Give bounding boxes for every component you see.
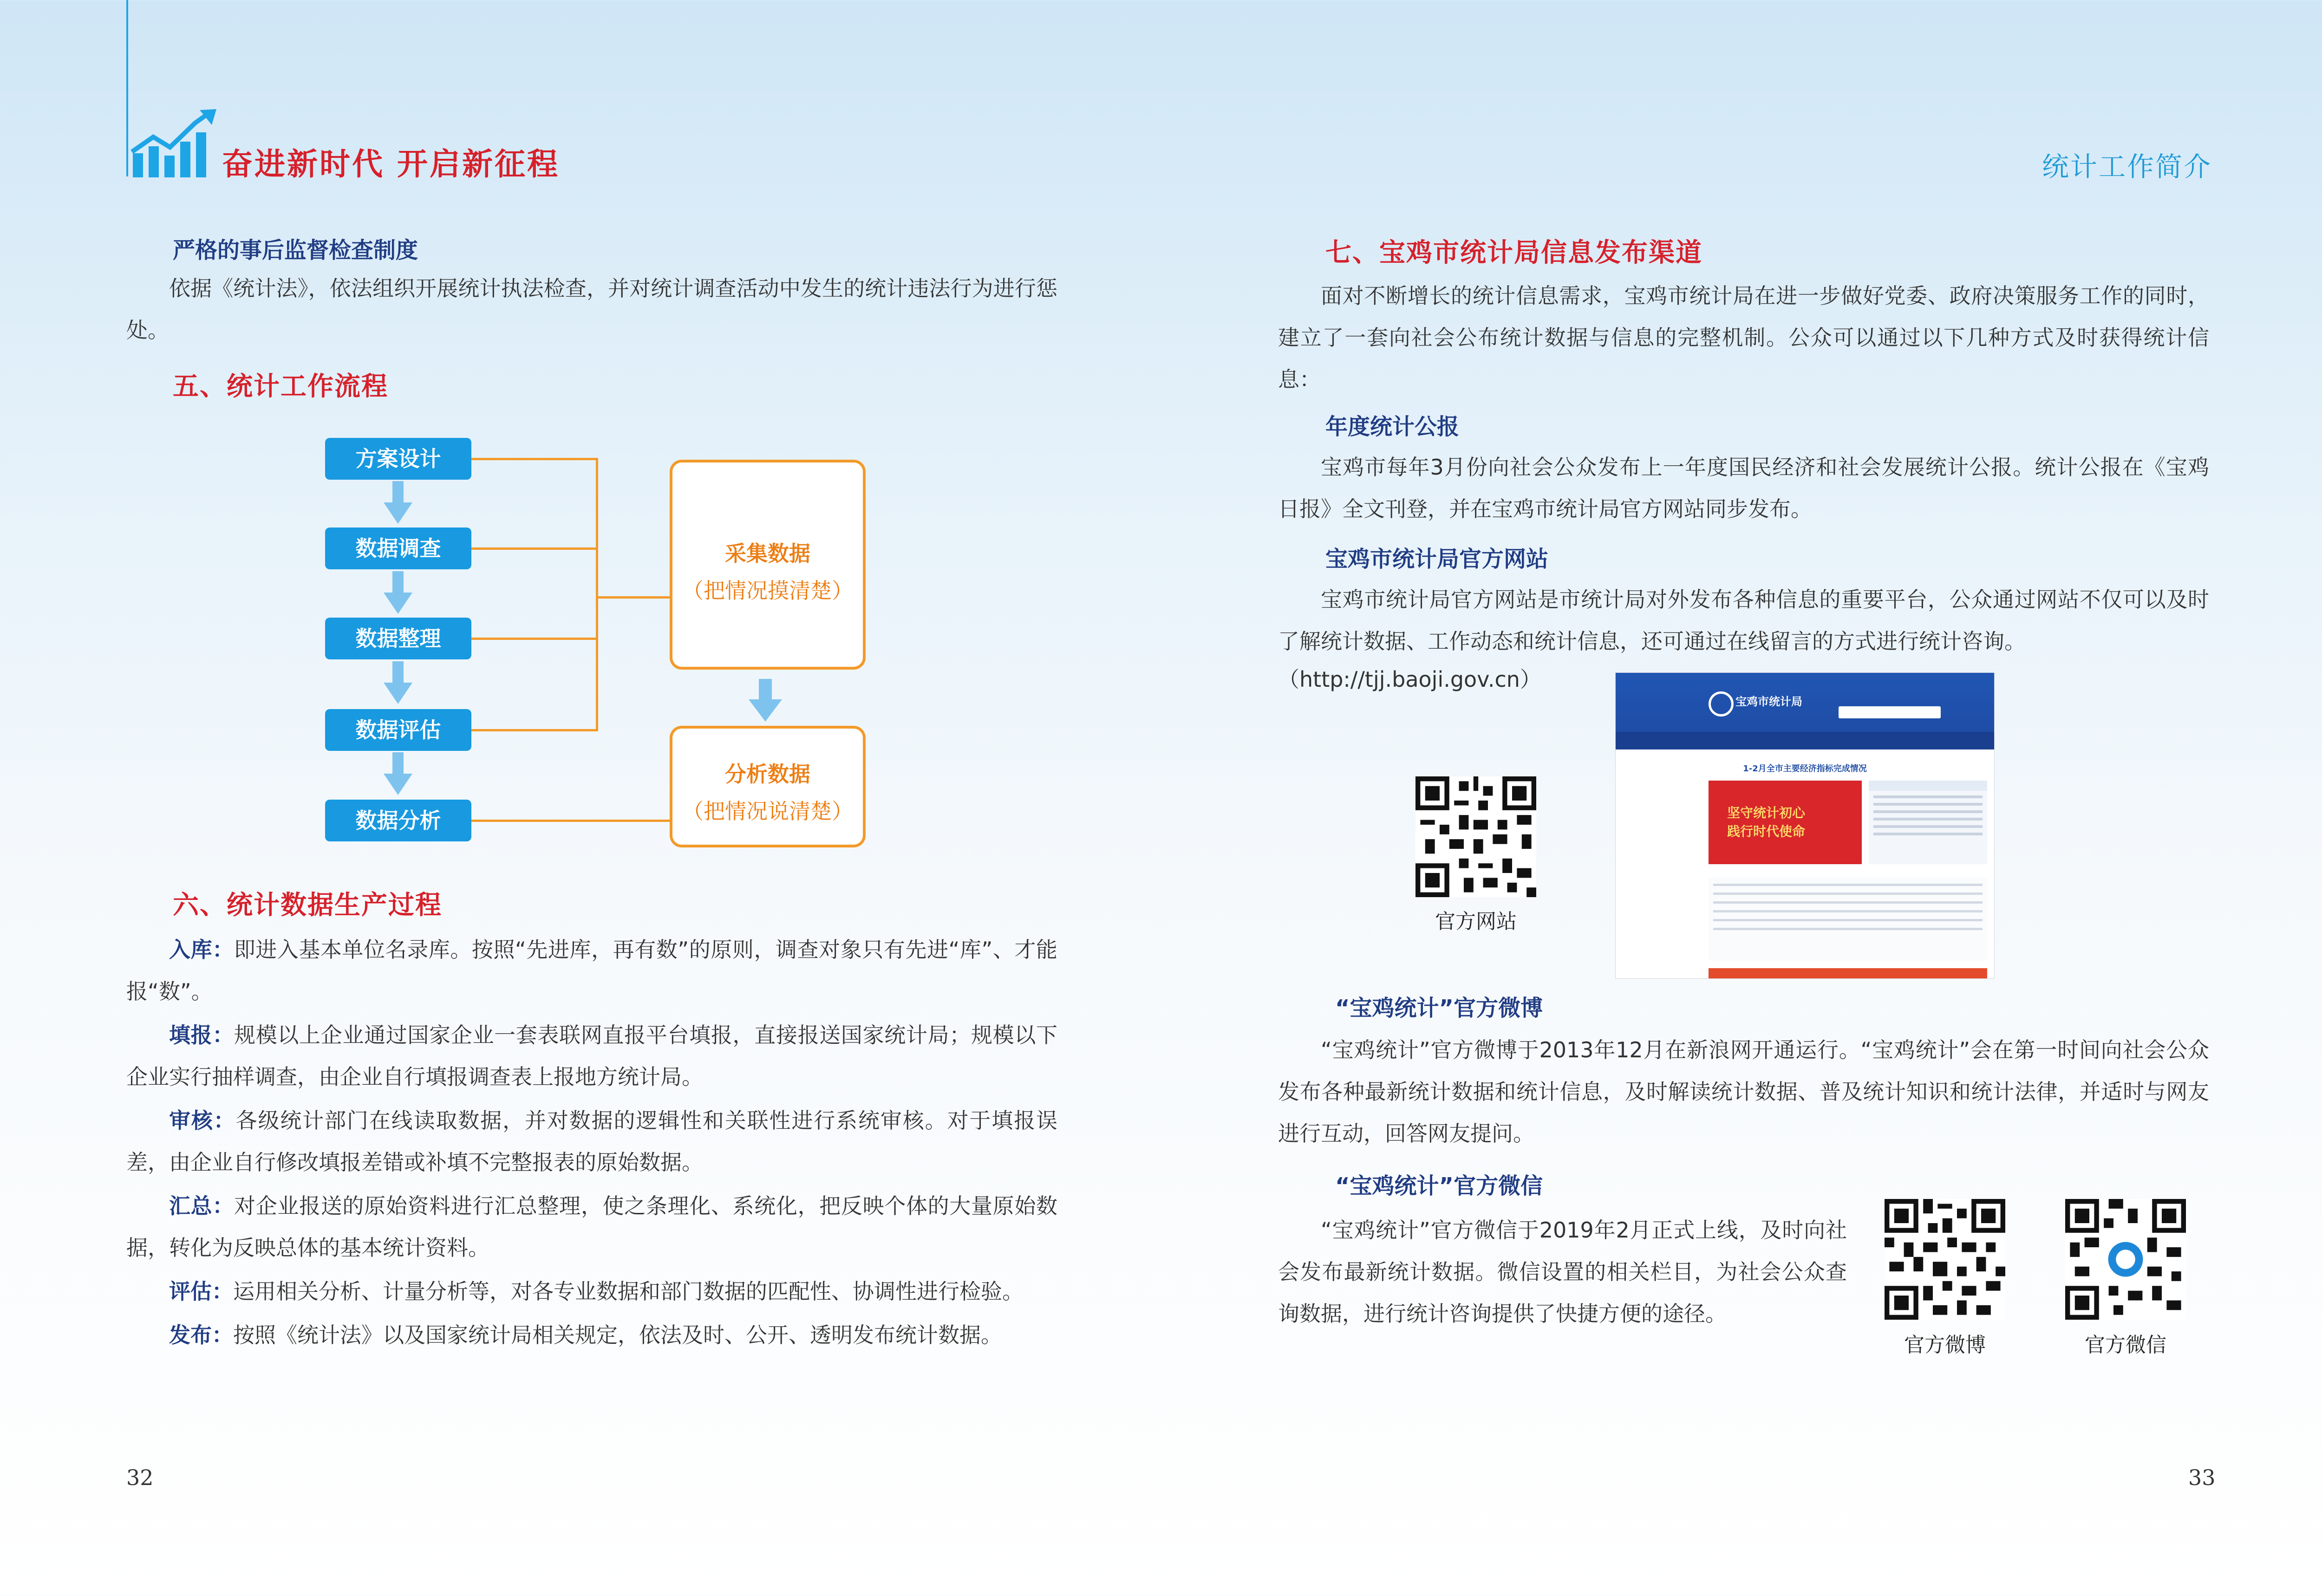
site-banner-title: 1-2月全市主要经济指标完成情况 xyxy=(1743,764,1867,774)
arrow-down-icon xyxy=(382,571,414,616)
annual-report-text: 宝鸡市每年3月份向社会公众发布上一年度国民经济和社会发展统计公报。统计公报在《宝鸡日报》全文刊登，并在宝鸡市统计局官方网站同步发布。 xyxy=(1278,455,2209,521)
production-item-publish: 发布：按照《统计法》以及国家统计局相关规定，依法及时、公开、透明发布统计数据。 xyxy=(169,1322,1002,1348)
weibo-qr-caption: 官方微博 xyxy=(1904,1333,1986,1357)
flow-step-evaluate: 数据评估 xyxy=(325,709,471,751)
flow-step-plan: 方案设计 xyxy=(325,438,471,480)
site-footer-strip xyxy=(1709,968,1987,978)
collect-data-subtitle: （把情况摸清楚） xyxy=(682,578,853,603)
arrow-down-icon xyxy=(748,679,783,723)
connector-line xyxy=(471,729,598,731)
website-qr-code xyxy=(1415,776,1536,897)
wechat-title: “宝鸡统计”官方微信 xyxy=(1335,1173,1543,1199)
flow-step-survey: 数据调查 xyxy=(325,528,471,569)
site-banner-image xyxy=(1709,781,1862,864)
website-qr-caption: 官方网站 xyxy=(1435,910,1517,933)
qr-code-icon xyxy=(1885,1199,2005,1320)
production-item-aggregate: 汇总：对企业报送的原始资料进行汇总整理，使之条理化、系统化，把反映个体的大量原始数据，转化为反映总体的基本统计资料。 xyxy=(126,1193,1058,1260)
channels-intro: 面对不断增长的统计信息需求，宝鸡市统计局在进一步做好党委、政府决策服务工作的同时，建立了一套向社会公布统计数据与信息的完整机制。公众可以通过以下几种方式及时获得统计信息： xyxy=(1278,283,2209,392)
flow-heading: 五、统计工作流程 xyxy=(173,371,388,402)
annual-report-title: 年度统计公报 xyxy=(1325,414,1460,440)
header-slogan: 奋进新时代 开启新征程 xyxy=(222,146,560,182)
analyze-data-subtitle: （把情况说清楚） xyxy=(682,799,853,824)
analyze-data-box xyxy=(670,726,866,847)
production-item-report: 填报：规模以上企业通过国家企业一套表联网直报平台填报，直接报送国家统计局；规模以下企业实行抽样调查，由企业自行填报调查表上报地方统计局。 xyxy=(126,1023,1058,1089)
qr-code-icon xyxy=(2065,1199,2186,1320)
weibo-title: “宝鸡统计”官方微博 xyxy=(1335,995,1543,1021)
arrow-down-icon xyxy=(382,661,414,706)
site-list-panel xyxy=(1709,877,1987,961)
wechat-qr-caption: 官方微信 xyxy=(2085,1333,2166,1357)
connector-line xyxy=(471,638,598,640)
arrow-down-icon xyxy=(382,481,414,526)
site-nav-bar xyxy=(1616,732,1994,749)
arrow-down-icon xyxy=(382,752,414,797)
connector-line xyxy=(471,547,598,550)
production-item-review: 审核：各级统计部门在线读取数据，并对数据的逻辑性和关联性进行系统审核。对于填报误差，由企业自行修改填报差错或补填不完整报表的原始数据。 xyxy=(126,1108,1058,1175)
production-item-assess: 评估：运用相关分析、计量分析等，对各专业数据和部门数据的匹配性、协调性进行检验。 xyxy=(169,1279,1024,1304)
production-item-intake: 入库：即进入基本单位名录库。按照“先进库，再有数”的原则，调查对象只有先进“库”、才能报“数”。 xyxy=(126,937,1058,1004)
analyze-data-title: 分析数据 xyxy=(725,762,810,787)
site-banner-slogan: 坚守统计初心 践行时代使命 xyxy=(1727,805,1806,839)
growth-chart-icon xyxy=(130,109,218,179)
website-url[interactable]: （http://tjj.baoji.gov.cn） xyxy=(1278,667,1541,692)
website-text: 宝鸡市统计局官方网站是市统计局对外发布各种信息的重要平台，公众通过网站不仅可以及时了解统计数据、工作动态和统计信息，还可通过在线留言的方式进行统计咨询。 xyxy=(1278,587,2209,654)
page-number-right: 33 xyxy=(2188,1465,2216,1490)
weibo-text: “宝鸡统计”官方微博于2013年12月在新浪网开通运行。“宝鸡统计”会在第一时间向社会公众发布各种最新统计数据和统计信息，及时解读统计数据、普及统计知识和统计法律，并适时与网友进行互动，回答网友提问。 xyxy=(1278,1037,2209,1146)
connector-line xyxy=(596,596,670,599)
supervision-title: 严格的事后监督检查制度 xyxy=(173,237,418,263)
section-label: 统计工作简介 xyxy=(2042,151,2212,182)
connector-line xyxy=(471,458,598,460)
flow-step-analyze: 数据分析 xyxy=(325,800,471,841)
weibo-qr-code xyxy=(1885,1199,2005,1320)
site-search-input[interactable] xyxy=(1839,706,1941,718)
supervision-text: 依据《统计法》，依法组织开展统计执法检查，并对统计调查活动中发生的统计违法行为进行惩处。 xyxy=(126,276,1057,343)
page-number-left: 32 xyxy=(126,1465,154,1490)
site-header xyxy=(1616,673,1994,749)
site-logo-icon xyxy=(1709,691,1734,717)
qr-code-icon xyxy=(1415,776,1536,897)
collect-data-title: 采集数据 xyxy=(725,541,810,566)
site-news-panel xyxy=(1869,781,1987,864)
collect-data-box xyxy=(670,460,866,670)
connector-line xyxy=(596,458,598,731)
channels-heading: 七、宝鸡市统计局信息发布渠道 xyxy=(1325,238,1702,268)
website-screenshot xyxy=(1615,672,1995,979)
website-title: 宝鸡市统计局官方网站 xyxy=(1325,546,1549,572)
header-divider-line xyxy=(126,0,128,176)
site-logo-text: 宝鸡市统计局 xyxy=(1735,695,1802,708)
production-list xyxy=(126,929,1057,1356)
flow-step-organize: 数据整理 xyxy=(325,618,471,659)
production-heading: 六、统计数据生产过程 xyxy=(173,890,442,920)
wechat-qr-code xyxy=(2065,1199,2186,1320)
connector-line xyxy=(471,820,670,822)
wechat-text: “宝鸡统计”官方微信于2019年2月正式上线，及时向社会发布最新统计数据。微信设置的相关栏目，为社会公众查询数据，进行统计咨询提供了快捷方便的途径。 xyxy=(1278,1218,1847,1326)
